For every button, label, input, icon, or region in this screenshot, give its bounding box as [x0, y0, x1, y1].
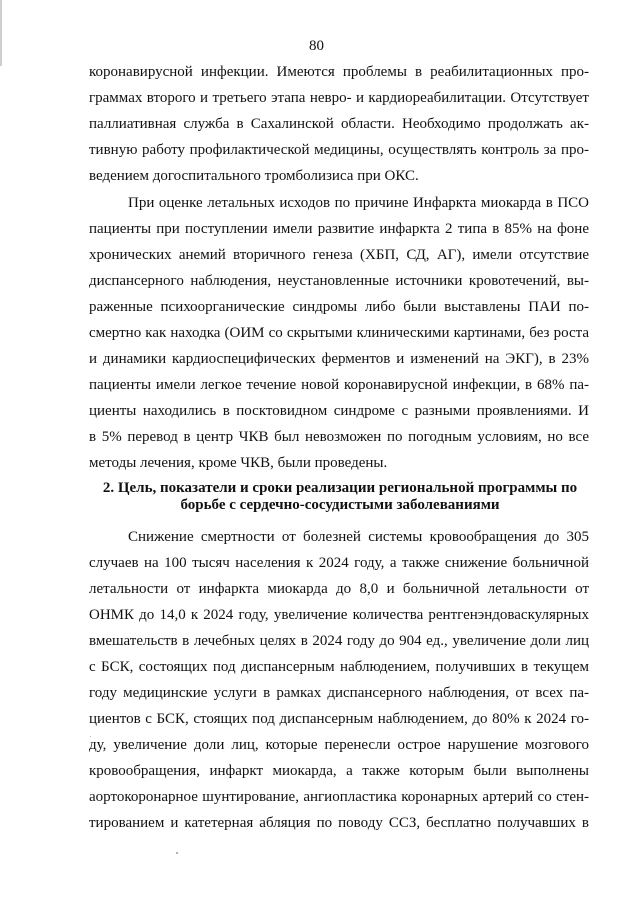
text-line: ОНМК до 14,0 к 2024 году, увеличение количества рентгенэндоваскулярных: [89, 607, 589, 623]
text-line: пациенты имели легкое течение новой коронавирусной инфекции, в 68% па-: [89, 377, 589, 393]
text-line: коронавирусной инфекции. Имеются проблемы в реабилитационных про-: [89, 64, 589, 80]
text-line: пациенты при поступлении имели развитие инфаркта 2 типа в 85% на фоне: [89, 221, 589, 237]
text-line: диспансерного наблюдения, неустановленные источники кровотечений, вы-: [89, 273, 589, 289]
text-line: кровообращения, инфаркт миокарда, а также которым были выполнены: [89, 763, 589, 779]
text-line: раженные психоорганические синдромы либо были выставлены ПАИ по-: [89, 299, 589, 315]
text-line: и динамики кардиоспецифических ферментов и изменений на ЭКГ), в 23%: [89, 351, 589, 367]
text-line: методы лечения, кроме ЧКВ, были проведены.: [89, 455, 388, 471]
text-line: тированием и катетерная абляция по поводу ССЗ, бесплатно получавших в: [89, 815, 589, 831]
heading-line: 2. Цель, показатели и сроки реализации региональной программы по: [102, 480, 578, 496]
text-line: Снижение смертности от болезней системы кровообращения до 305: [128, 529, 589, 545]
text-line: хронических анемий вторичного генеза (ХБП, СД, АГ), имели отсутствие: [89, 247, 589, 263]
text-line: в 5% перевод в центр ЧКВ был невозможен по погодным условиям, но все: [89, 429, 589, 445]
text-line: летальности от инфаркта миокарда до 8,0 и больничной летальности от: [89, 581, 589, 597]
text-line: При оценке летальных исходов по причине Инфаркта миокарда в ПСО: [128, 195, 589, 211]
text-line: смертно как находка (ОИМ со скрытыми клиническими картинами, без роста: [89, 325, 589, 341]
text-line: с БСК, состоящих под диспансерным наблюдением, получивших в текущем: [89, 659, 589, 675]
page-edge-shadow: [0, 0, 2, 66]
text-line: случаев на 100 тысяч населения к 2024 году, а также снижение больничной: [89, 555, 589, 571]
text-line: циентов с БСК, стоящих под диспансерным наблюдением, до 80% к 2024 го-: [89, 711, 589, 727]
text-line: тивную работу профилактической медицины, осуществлять контроль за про-: [89, 142, 589, 158]
page-number: 80: [309, 38, 324, 54]
text-line: граммах второго и третьего этапа невро- и кардиореабилитации. Отсутствует: [89, 90, 589, 106]
text-line: ду, увеличение доли лиц, которые перенесли острое нарушение мозгового: [89, 737, 589, 753]
text-line: паллиативная служба в Сахалинской области. Необходимо продолжать ак-: [89, 116, 589, 132]
text-line: ведением догоспитального тромболизиса при ОКС.: [89, 168, 419, 184]
text-line: циенты находились в посктовидном синдроме с разными проявлениями. И: [89, 403, 589, 419]
text-line: году медицинские услуги в рамках диспансерного наблюдения, от всех па-: [89, 685, 589, 701]
scan-speck: [90, 736, 91, 737]
heading-line: борьбе с сердечно-сосудистыми заболеваниями: [180, 497, 500, 513]
scan-speck: [176, 852, 178, 854]
text-line: аортокоронарное шунтирование, ангиопластика коронарных артерий со стен-: [89, 789, 589, 805]
text-line: вмешательств в лечебных целях в 2024 году до 904 ед., увеличение доли лиц: [89, 633, 589, 649]
